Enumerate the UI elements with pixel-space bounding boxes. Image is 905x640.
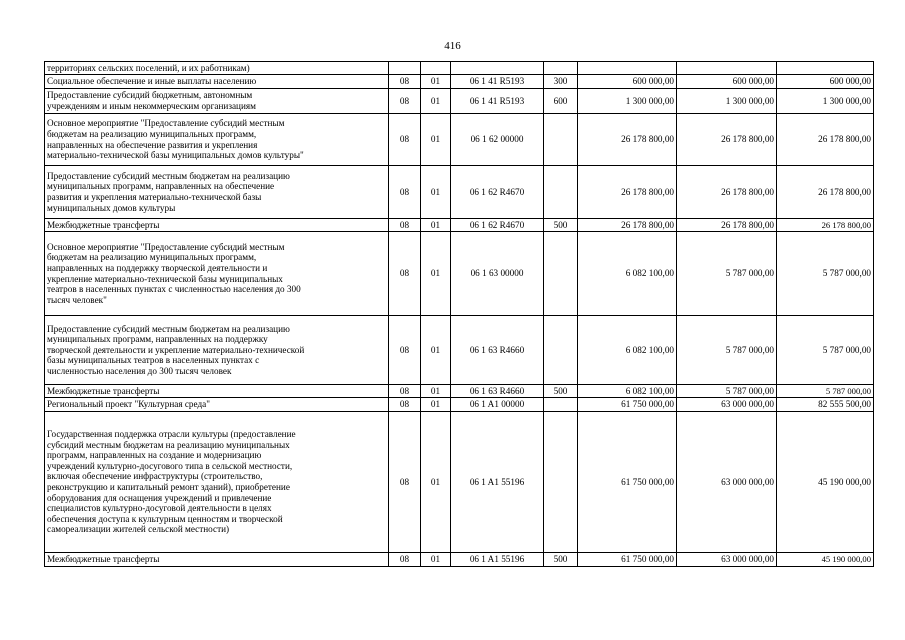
cell-target-code: 06 1 62 R4670: [451, 219, 544, 232]
cell-amount-2: 26 178 800,00: [677, 219, 777, 232]
cell-amount-3: 5 787 000,00: [777, 232, 874, 316]
cell-amount-3: 82 555 500,00: [777, 398, 874, 412]
cell-target-code: 06 1 63 R4660: [451, 316, 544, 385]
table-row: [45, 62, 874, 75]
cell-description: Межбюджетные трансферты: [45, 553, 389, 567]
cell-expense-type: 600: [544, 89, 578, 114]
table-row: [45, 89, 874, 114]
cell-description: Предоставление субсидий бюджетным, автономным учреждениям и иным некоммерческим организациям: [45, 89, 389, 114]
budget-table: [44, 61, 874, 567]
cell-amount-3: 1 300 000,00: [777, 89, 874, 114]
cell-expense-type: [544, 114, 578, 166]
cell-section: 08: [389, 412, 421, 553]
cell-description: Основное мероприятие "Предоставление субсидий местным бюджетам на реализацию муниципальных программ, направленных на обеспечение развития и укрепления материально-технической базы муниципальных домов культуры": [45, 114, 389, 166]
cell-amount-1: 600 000,00: [578, 75, 677, 89]
cell-section: 08: [389, 398, 421, 412]
cell-expense-type: [544, 412, 578, 553]
cell-amount-1: 6 082 100,00: [578, 232, 677, 316]
cell-amount-1: 1 300 000,00: [578, 89, 677, 114]
table-row: [45, 553, 874, 567]
cell-subsection: 01: [421, 114, 451, 166]
cell-amount-2: 5 787 000,00: [677, 232, 777, 316]
cell-expense-type: [544, 166, 578, 219]
cell-amount-1: [578, 62, 677, 75]
table-row: [45, 166, 874, 219]
cell-target-code: 06 1 A1 55196: [451, 412, 544, 553]
cell-subsection: 01: [421, 385, 451, 398]
cell-amount-1: 61 750 000,00: [578, 553, 677, 567]
cell-subsection: 01: [421, 75, 451, 89]
cell-description: территориях сельских поселений, и их работникам): [45, 62, 389, 75]
cell-expense-type: [544, 62, 578, 75]
page-number: 416: [444, 40, 461, 52]
cell-section: 08: [389, 219, 421, 232]
cell-amount-1: 61 750 000,00: [578, 412, 677, 553]
cell-subsection: 01: [421, 219, 451, 232]
cell-target-code: [451, 62, 544, 75]
cell-description: Предоставление субсидий местным бюджетам на реализацию муниципальных программ, направленных на обеспечение развития и укрепления материально-технической базы муниципальных домов культуры: [45, 166, 389, 219]
cell-section: [389, 62, 421, 75]
cell-subsection: 01: [421, 398, 451, 412]
cell-description: Региональный проект "Культурная среда": [45, 398, 389, 412]
cell-amount-2: 63 000 000,00: [677, 412, 777, 553]
cell-target-code: 06 1 A1 00000: [451, 398, 544, 412]
cell-amount-2: 63 000 000,00: [677, 553, 777, 567]
table-row: [45, 398, 874, 412]
cell-description: Государственная поддержка отрасли культуры (предоставление субсидий местным бюджетам на реализацию муниципальных программ, направленных на создание и модернизацию учреждений культурно-досугового типа в сельской местности, включая обеспечение инфраструктуры (строительство, реконструкцию и капитальный ремонт зданий), приобретение оборудования для оснащения учреждений и привлечение специалистов культурно-досуговой деятельности в целях обеспечения доступа к культурным ценностям и творческой самореализации жителей сельской местности): [45, 412, 389, 553]
cell-amount-3: 26 178 800,00: [777, 166, 874, 219]
cell-amount-1: 26 178 800,00: [578, 166, 677, 219]
table-row: [45, 385, 874, 398]
cell-subsection: [421, 62, 451, 75]
table-row: [45, 75, 874, 89]
cell-section: 08: [389, 385, 421, 398]
cell-amount-2: 600 000,00: [677, 75, 777, 89]
cell-amount-2: 26 178 800,00: [677, 114, 777, 166]
cell-subsection: 01: [421, 316, 451, 385]
cell-amount-2: 5 787 000,00: [677, 316, 777, 385]
table-row: [45, 412, 874, 553]
cell-amount-1: 6 082 100,00: [578, 385, 677, 398]
cell-expense-type: [544, 398, 578, 412]
cell-amount-2: 5 787 000,00: [677, 385, 777, 398]
cell-description: Межбюджетные трансферты: [45, 385, 389, 398]
table-row: [45, 232, 874, 316]
cell-amount-3: 26 178 800,00: [777, 114, 874, 166]
cell-amount-3: 5 787 000,00: [777, 316, 874, 385]
cell-target-code: 06 1 41 R5193: [451, 75, 544, 89]
cell-amount-1: 6 082 100,00: [578, 316, 677, 385]
cell-amount-1: 26 178 800,00: [578, 219, 677, 232]
cell-description: Социальное обеспечение и иные выплаты населению: [45, 75, 389, 89]
cell-amount-3: 5 787 000,00: [777, 385, 874, 398]
cell-section: 08: [389, 89, 421, 114]
cell-subsection: 01: [421, 412, 451, 553]
cell-target-code: 06 1 41 R5193: [451, 89, 544, 114]
cell-expense-type: 300: [544, 75, 578, 89]
cell-expense-type: [544, 232, 578, 316]
cell-target-code: 06 1 62 R4670: [451, 166, 544, 219]
cell-amount-2: 63 000 000,00: [677, 398, 777, 412]
cell-target-code: 06 1 63 00000: [451, 232, 544, 316]
cell-section: 08: [389, 75, 421, 89]
cell-expense-type: [544, 316, 578, 385]
cell-amount-3: 45 190 000,00: [777, 553, 874, 567]
cell-amount-2: 26 178 800,00: [677, 166, 777, 219]
cell-amount-1: 26 178 800,00: [578, 114, 677, 166]
cell-section: 08: [389, 316, 421, 385]
cell-expense-type: 500: [544, 385, 578, 398]
cell-description: Основное мероприятие "Предоставление субсидий местным бюджетам на реализацию муниципальных программ, направленных на поддержку творческой деятельности и укрепление материально-технической базы муниципальных театров в населенных пунктах с численностью населения до 300 тысяч человек": [45, 232, 389, 316]
cell-section: 08: [389, 232, 421, 316]
cell-target-code: 06 1 63 R4660: [451, 385, 544, 398]
cell-subsection: 01: [421, 553, 451, 567]
cell-amount-2: 1 300 000,00: [677, 89, 777, 114]
table-row: [45, 114, 874, 166]
cell-amount-1: 61 750 000,00: [578, 398, 677, 412]
cell-section: 08: [389, 553, 421, 567]
budget-table-body: [45, 62, 874, 567]
cell-description: Предоставление субсидий местным бюджетам на реализацию муниципальных программ, направленных на поддержку творческой деятельности и укрепление материально-технической базы муниципальных театров в населенных пунктах с численностью населения до 300 тысяч человек: [45, 316, 389, 385]
table-row: [45, 219, 874, 232]
table-row: [45, 316, 874, 385]
cell-amount-2: [677, 62, 777, 75]
cell-subsection: 01: [421, 89, 451, 114]
cell-subsection: 01: [421, 232, 451, 316]
cell-amount-3: [777, 62, 874, 75]
cell-target-code: 06 1 62 00000: [451, 114, 544, 166]
cell-section: 08: [389, 166, 421, 219]
cell-section: 08: [389, 114, 421, 166]
cell-target-code: 06 1 A1 55196: [451, 553, 544, 567]
cell-expense-type: 500: [544, 219, 578, 232]
cell-amount-3: 45 190 000,00: [777, 412, 874, 553]
cell-amount-3: 600 000,00: [777, 75, 874, 89]
cell-amount-3: 26 178 800,00: [777, 219, 874, 232]
cell-description: Межбюджетные трансферты: [45, 219, 389, 232]
cell-subsection: 01: [421, 166, 451, 219]
cell-expense-type: 500: [544, 553, 578, 567]
